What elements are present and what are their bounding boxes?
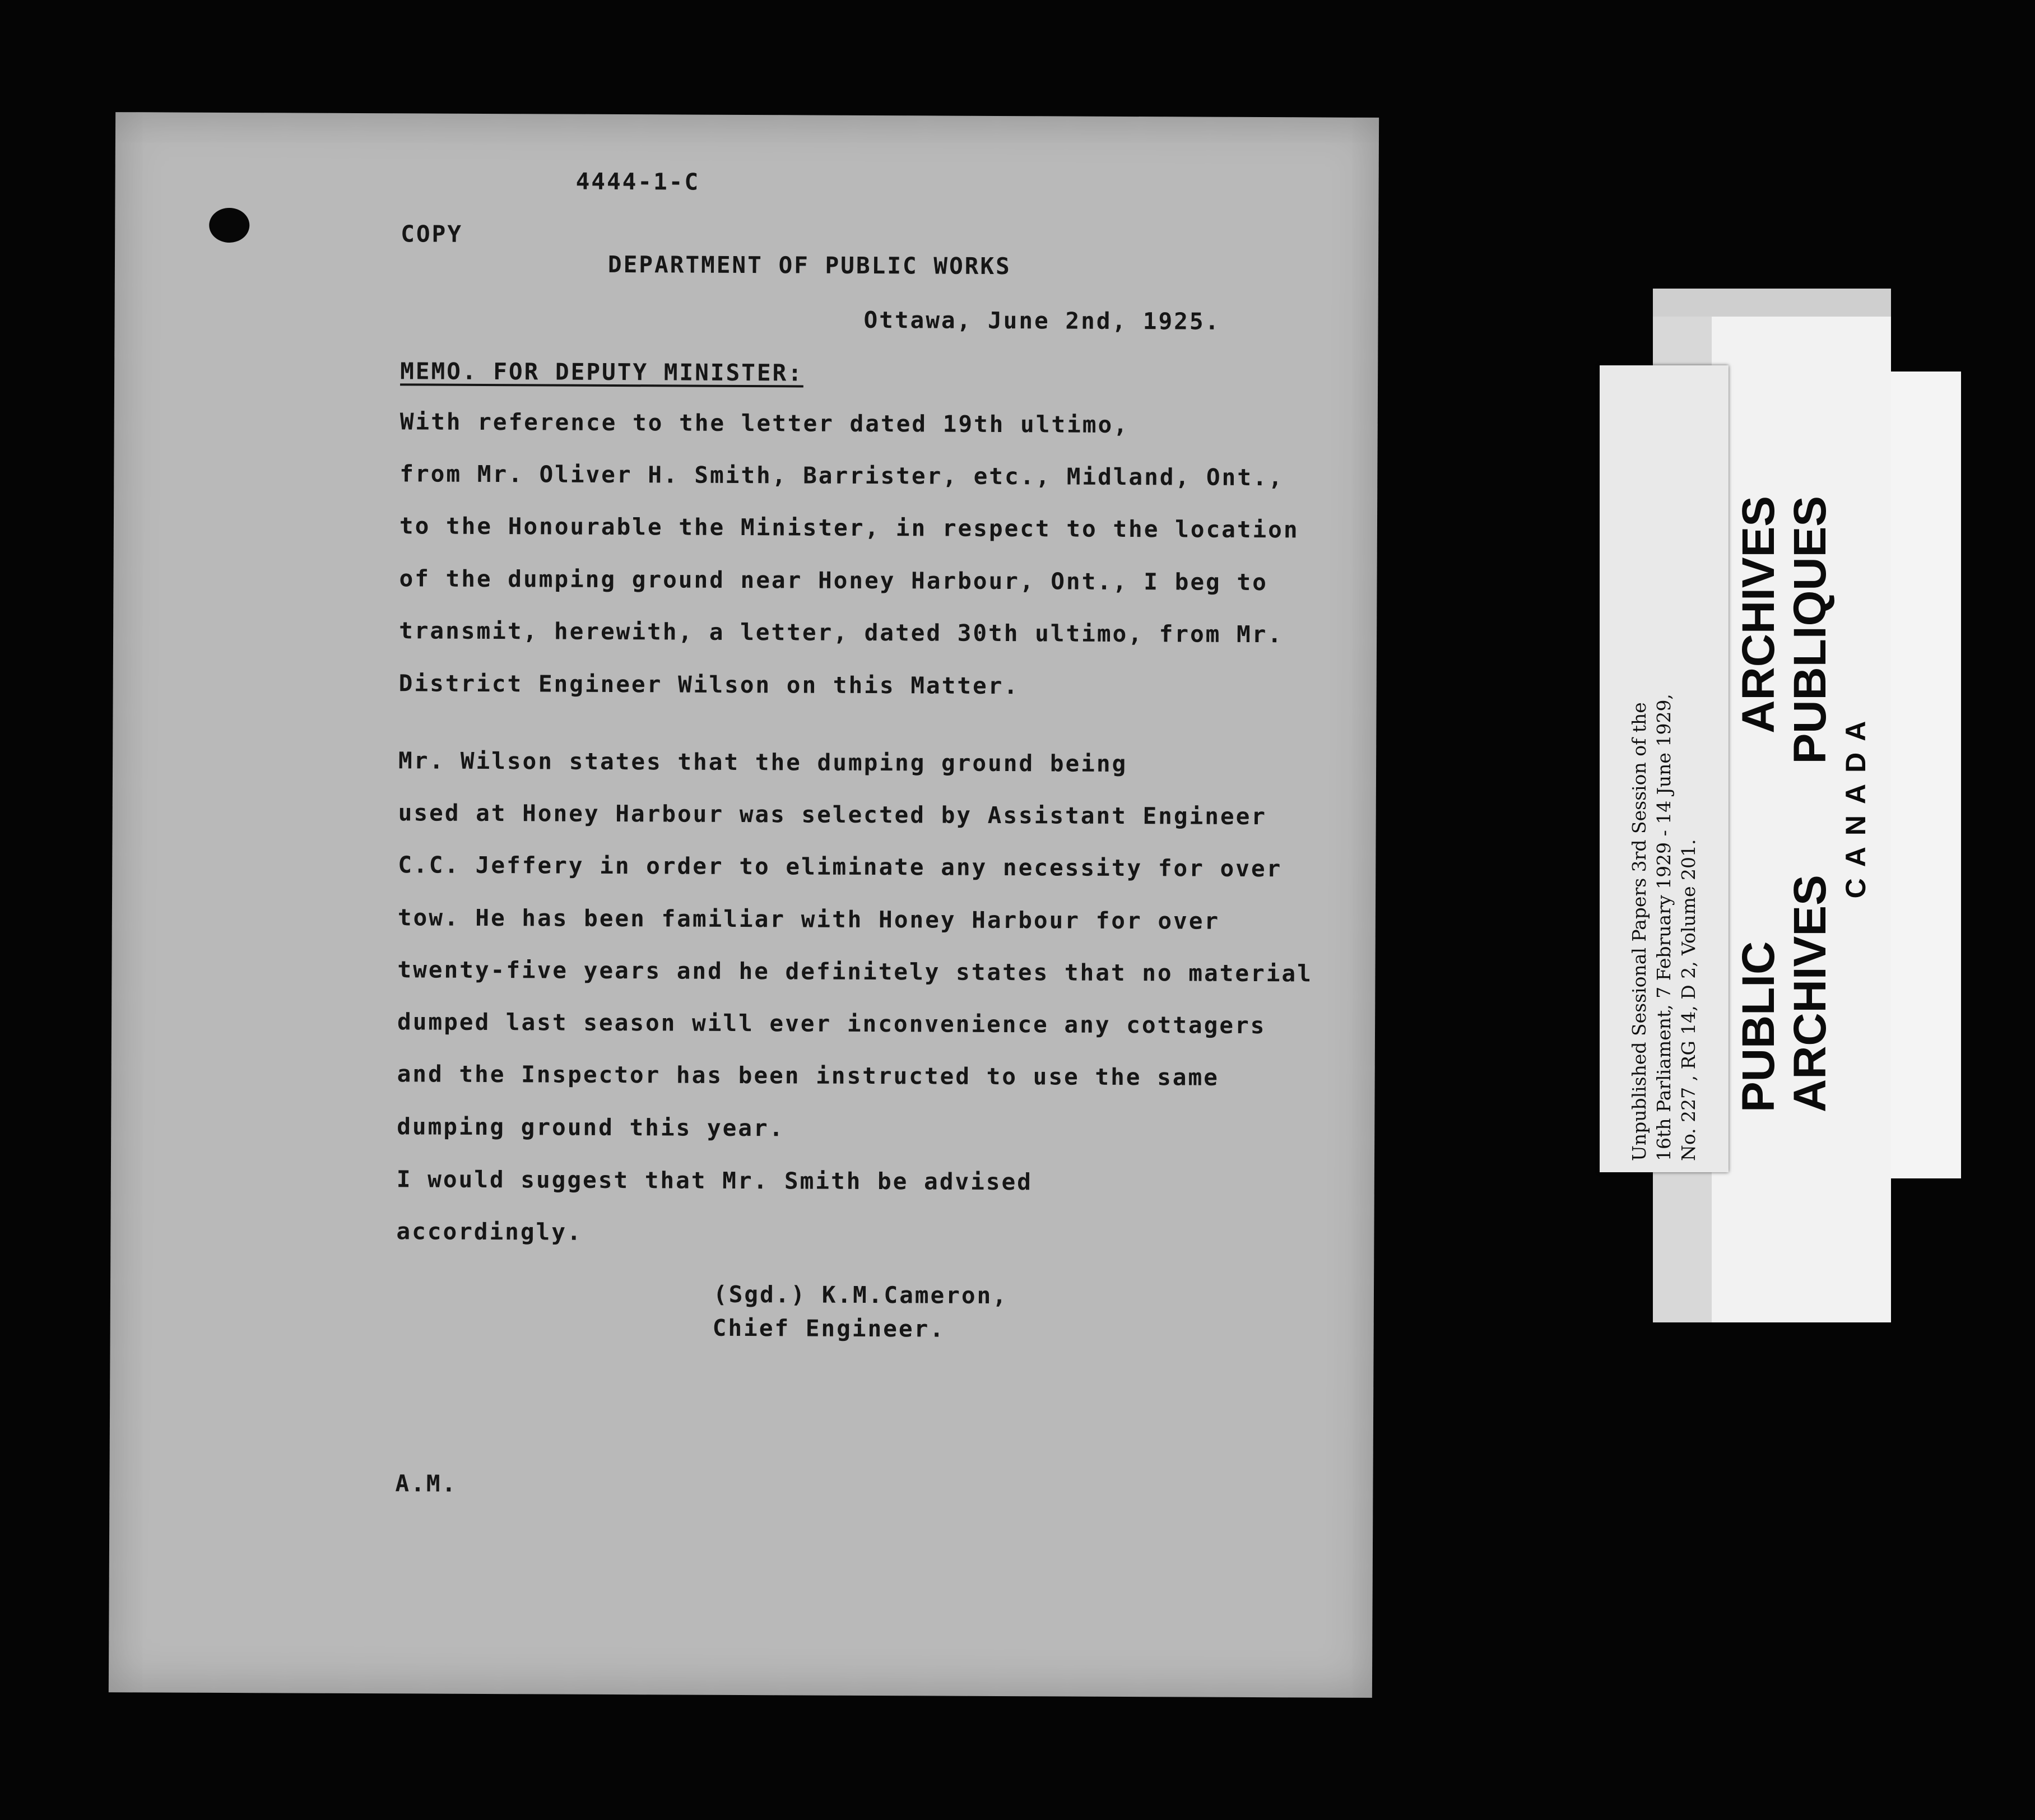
body-line: accordingly. bbox=[396, 1218, 583, 1246]
body-line: dumping ground this year. bbox=[397, 1113, 785, 1142]
dateline: Ottawa, June 2nd, 1925. bbox=[863, 306, 1221, 335]
stamp-row bbox=[1733, 496, 1785, 1112]
signature-title: Chief Engineer. bbox=[712, 1314, 946, 1343]
stamp-word: PUBLIC bbox=[1733, 941, 1784, 1112]
body-line: from Mr. Oliver H. Smith, Barrister, etc., Midland, Ont., bbox=[399, 460, 1284, 491]
archive-reference-text bbox=[1627, 377, 1701, 1161]
body-line: I would suggest that Mr. Smith be advised bbox=[396, 1166, 1033, 1196]
body-line: transmit, herewith, a letter, dated 30th ultimo, from Mr. bbox=[399, 617, 1284, 648]
archive-reference-line: No. 227 , RG 14, D 2, Volume 201. bbox=[1678, 839, 1699, 1161]
body-line: With reference to the letter dated 19th ultimo, bbox=[399, 408, 1130, 438]
body-line: to the Honourable the Minister, in respect to the location bbox=[399, 512, 1299, 544]
archive-reference-line: 16th Parliament, 7 February 1929 - 14 June 1929, bbox=[1653, 694, 1675, 1161]
body-line: tow. He has been familiar with Honey Harbour for over bbox=[397, 904, 1220, 935]
archive-box-flap bbox=[1891, 372, 1961, 1178]
body-line: twenty-five years and he definitely states that no material bbox=[397, 956, 1313, 987]
copy-label: COPY bbox=[401, 220, 463, 248]
stamp-country: CANADA bbox=[1840, 709, 1871, 899]
body-line: used at Honey Harbour was selected by Assistant Engineer bbox=[398, 799, 1267, 830]
stamp-word: ARCHIVES bbox=[1733, 496, 1784, 733]
stamp-row bbox=[1785, 496, 1836, 1112]
memo-page bbox=[109, 112, 1379, 1698]
stamp-word: ARCHIVES bbox=[1785, 875, 1836, 1112]
body-line: C.C. Jeffery in order to eliminate any necessity for over bbox=[398, 851, 1283, 883]
archives-stamp bbox=[1733, 496, 1875, 1112]
stamp-word: PUBLIQUES bbox=[1785, 496, 1836, 764]
body-line: dumped last season will ever inconvenience any cottagers bbox=[397, 1008, 1266, 1039]
archive-box-top bbox=[1653, 289, 1891, 317]
body-line: District Engineer Wilson on this Matter. bbox=[398, 670, 1020, 700]
body-line: of the dumping ground near Honey Harbour, Ont., I beg to bbox=[399, 565, 1268, 596]
memo-heading: MEMO. FOR DEPUTY MINISTER: bbox=[400, 357, 804, 387]
archive-reference-card bbox=[1600, 365, 1729, 1172]
typist-initials: A.M. bbox=[395, 1470, 458, 1497]
punch-hole bbox=[209, 208, 249, 243]
file-number: 4444-1-C bbox=[575, 168, 700, 196]
archive-reference-line: Unpublished Sessional Papers 3rd Session of the bbox=[1628, 702, 1650, 1161]
body-line: and the Inspector has been instructed to use the same bbox=[397, 1060, 1220, 1091]
body-line: Mr. Wilson states that the dumping ground being bbox=[398, 747, 1128, 777]
department-heading: DEPARTMENT OF PUBLIC WORKS bbox=[607, 250, 1011, 280]
signature-name: (Sgd.) K.M.Cameron, bbox=[713, 1280, 1009, 1310]
